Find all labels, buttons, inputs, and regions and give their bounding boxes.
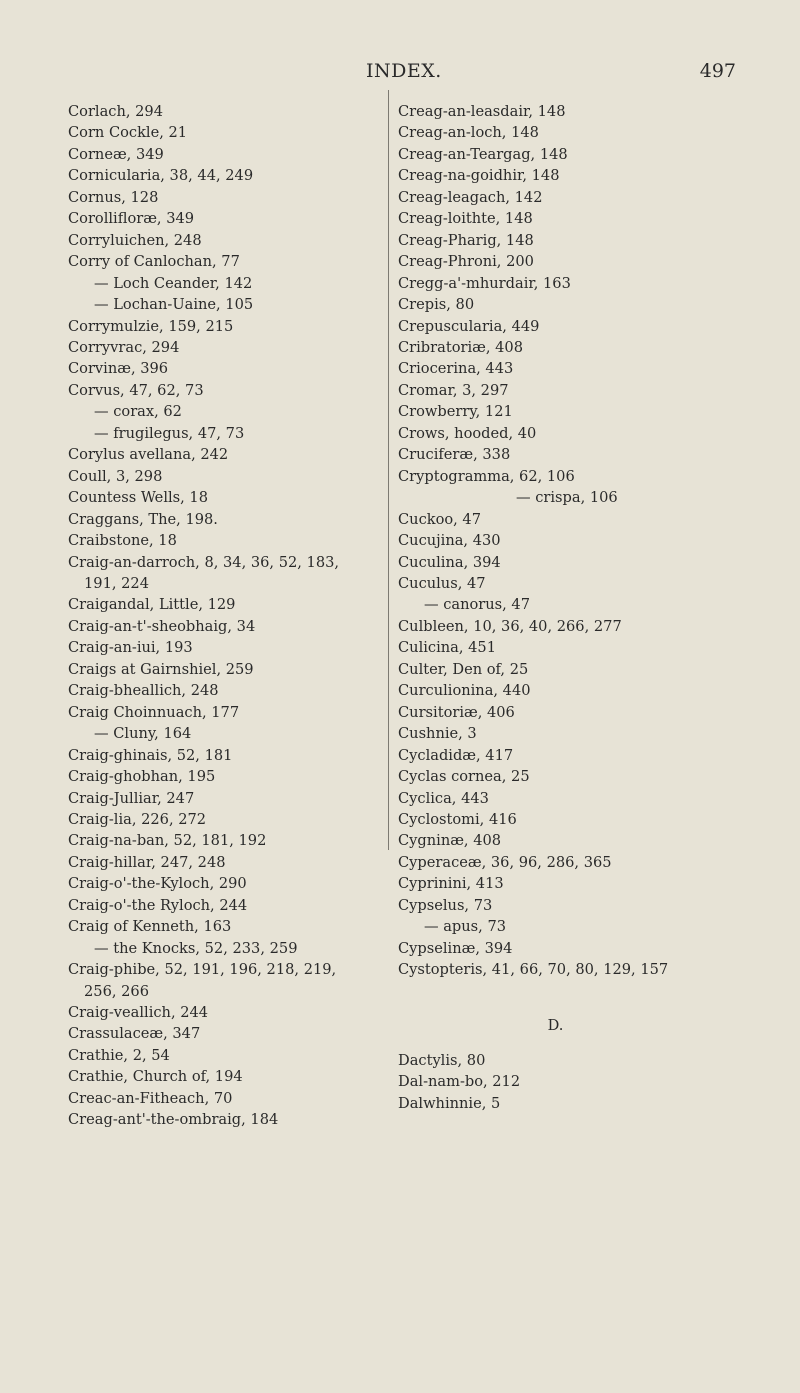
index-entry: Creac-an-Fitheach, 70 (68, 1089, 233, 1107)
index-entry: Cursitoriæ, 406 (398, 703, 515, 721)
page-header (0, 60, 800, 86)
index-entry: Corry of Canlochan, 77 (68, 253, 240, 271)
index-entry: Culicina, 451 (398, 639, 496, 657)
index-entry: Craigandal, Little, 129 (68, 596, 236, 614)
column-divider (388, 90, 389, 850)
index-subentry: — Lochan-Uaine, 105 (94, 296, 254, 314)
index-entry: Creag-ant'-the-ombraig, 184 (68, 1111, 279, 1129)
index-entry: Craig-ghobhan, 195 (68, 768, 216, 786)
index-entry: Culter, Den of, 25 (398, 660, 529, 678)
index-subentry: — apus, 73 (424, 918, 507, 936)
index-entry: Craig of Kenneth, 163 (68, 918, 232, 936)
index-entry: Craig-lia, 226, 272 (68, 810, 207, 828)
index-subentry: — frugilegus, 47, 73 (94, 424, 245, 442)
index-entry: Cycladidæ, 417 (398, 746, 514, 764)
index-entry: Creag-an-Teargag, 148 (398, 145, 568, 163)
index-entry: Corolliﬂoræ, 349 (68, 210, 195, 228)
index-entry: Cygninæ, 408 (398, 832, 502, 850)
index-entry: Corrymulzie, 159, 215 (68, 317, 234, 335)
index-entry: Craig-Julliar, 247 (68, 789, 195, 807)
index-entry: Cuckoo, 47 (398, 510, 482, 528)
index-entry: Cypselinæ, 394 (398, 939, 513, 957)
index-entry: Cregg-a'-mhurdair, 163 (398, 274, 571, 292)
index-entry: Culbleen, 10, 36, 40, 266, 277 (398, 617, 622, 635)
index-entry: Craig-an-t'-sheobhaig, 34 (68, 617, 256, 635)
index-entry: Curculionina, 440 (398, 682, 531, 700)
index-entry: Corn Cockle, 21 (68, 124, 188, 142)
index-entry: Cornus, 128 (68, 188, 159, 206)
index-entry: Creag-an-loch, 148 (398, 124, 539, 142)
index-entry: Crows, hooded, 40 (398, 424, 537, 442)
index-entry: Coull, 3, 298 (68, 467, 163, 485)
index-entry: Crowberry, 121 (398, 403, 513, 421)
index-entry: Crathie, 2, 54 (68, 1046, 170, 1064)
index-entry: Craig Choinnuach, 177 (68, 703, 240, 721)
index-entry: Craig-phibe, 52, 191, 196, 218, 219, (68, 961, 337, 979)
index-entry: Creag-na-goidhir, 148 (398, 167, 560, 185)
index-entry: Cucujina, 430 (398, 532, 501, 550)
index-entry: Cromar, 3, 297 (398, 381, 509, 399)
index-entry: Cornicularia, 38, 44, 249 (68, 167, 254, 185)
index-column-right (398, 101, 743, 1114)
index-entry: Craig-bheallich, 248 (68, 682, 219, 700)
index-entry: Craig-an-iui, 193 (68, 639, 193, 657)
index-entry: Countess Wells, 18 (68, 489, 208, 507)
index-entry: Craggans, The, 198. (68, 510, 218, 528)
index-entry: Crassulaceæ, 347 (68, 1025, 201, 1043)
index-entry: Corylus avellana, 242 (68, 446, 229, 464)
index-subentry: — Cluny, 164 (94, 725, 192, 743)
index-entry: Craig-hillar, 247, 248 (68, 853, 226, 871)
index-entry-continuation: 256, 266 (84, 982, 149, 1000)
index-entry: Creag-Phroni, 200 (398, 253, 534, 271)
index-entry: Cyclica, 443 (398, 789, 489, 807)
index-subentry: — canorus, 47 (424, 596, 531, 614)
index-entry-continuation: 191, 224 (84, 574, 149, 592)
index-entry: Cruciferæ, 338 (398, 446, 511, 464)
index-entry: Dactylis, 80 (398, 1052, 486, 1070)
page-title: INDEX. (366, 60, 442, 82)
index-entry: Craig-veallich, 244 (68, 1004, 209, 1022)
index-entry: Craig-ghinais, 52, 181 (68, 746, 233, 764)
index-entry: Craibstone, 18 (68, 532, 177, 550)
index-entry: Craig-o'-the Ryloch, 244 (68, 896, 248, 914)
index-entry: Cyclostomi, 416 (398, 810, 517, 828)
index-entry: Craig-an-darroch, 8, 34, 36, 52, 183, (68, 553, 340, 571)
index-entry: Creag-leagach, 142 (398, 188, 543, 206)
index-entry: Criocerina, 443 (398, 360, 514, 378)
index-entry: Corlach, 294 (68, 103, 164, 120)
index-entry: Creag-Pharig, 148 (398, 231, 534, 249)
index-entry: Cyclas cornea, 25 (398, 768, 530, 786)
index-entry: Corvus, 47, 62, 73 (68, 381, 204, 399)
index-column-left (68, 101, 383, 1131)
index-subentry: — corax, 62 (94, 403, 182, 421)
index-entry: Corryvrac, 294 (68, 338, 180, 356)
index-entry: Cyprinini, 413 (398, 875, 504, 893)
index-entry: Cuculina, 394 (398, 553, 501, 571)
index-entry: Dalwhinnie, 5 (398, 1094, 501, 1112)
index-entry: Corryluichen, 248 (68, 231, 202, 249)
index-entry: Cribratoriæ, 408 (398, 338, 523, 356)
index-entry: Crepuscularia, 449 (398, 317, 540, 335)
index-entry: Cryptogramma, 62, 106 (398, 467, 575, 485)
index-subentry: — the Knocks, 52, 233, 259 (94, 939, 298, 957)
index-entry: Corneæ, 349 (68, 145, 164, 163)
index-entry: Cyperaceæ, 36, 96, 286, 365 (398, 853, 612, 871)
index-entry: Cypselus, 73 (398, 896, 493, 914)
index-entry: Cystopteris, 41, 66, 70, 80, 129, 157 (398, 961, 669, 979)
index-subentry: — crispa, 106 (516, 489, 618, 507)
index-entry: Creag-loithte, 148 (398, 210, 533, 228)
index-entry: Cuculus, 47 (398, 574, 486, 592)
index-entry: Corvinæ, 396 (68, 360, 169, 378)
index-entry: Craigs at Gairnshiel, 259 (68, 660, 254, 678)
index-entry: Craig-na-ban, 52, 181, 192 (68, 832, 267, 850)
index-entry: Crathie, Church of, 194 (68, 1068, 243, 1086)
page-number: 497 (699, 60, 736, 82)
index-entry: Crepis, 80 (398, 296, 475, 314)
section-heading-d: D. (547, 1016, 564, 1034)
index-subentry: — Loch Ceander, 142 (94, 274, 253, 292)
index-entry: Craig-o'-the-Kyloch, 290 (68, 875, 247, 893)
index-entry: Creag-an-leasdair, 148 (398, 103, 566, 120)
index-entry: Cushnie, 3 (398, 725, 477, 743)
index-entry: Dal-nam-bo, 212 (398, 1073, 521, 1091)
